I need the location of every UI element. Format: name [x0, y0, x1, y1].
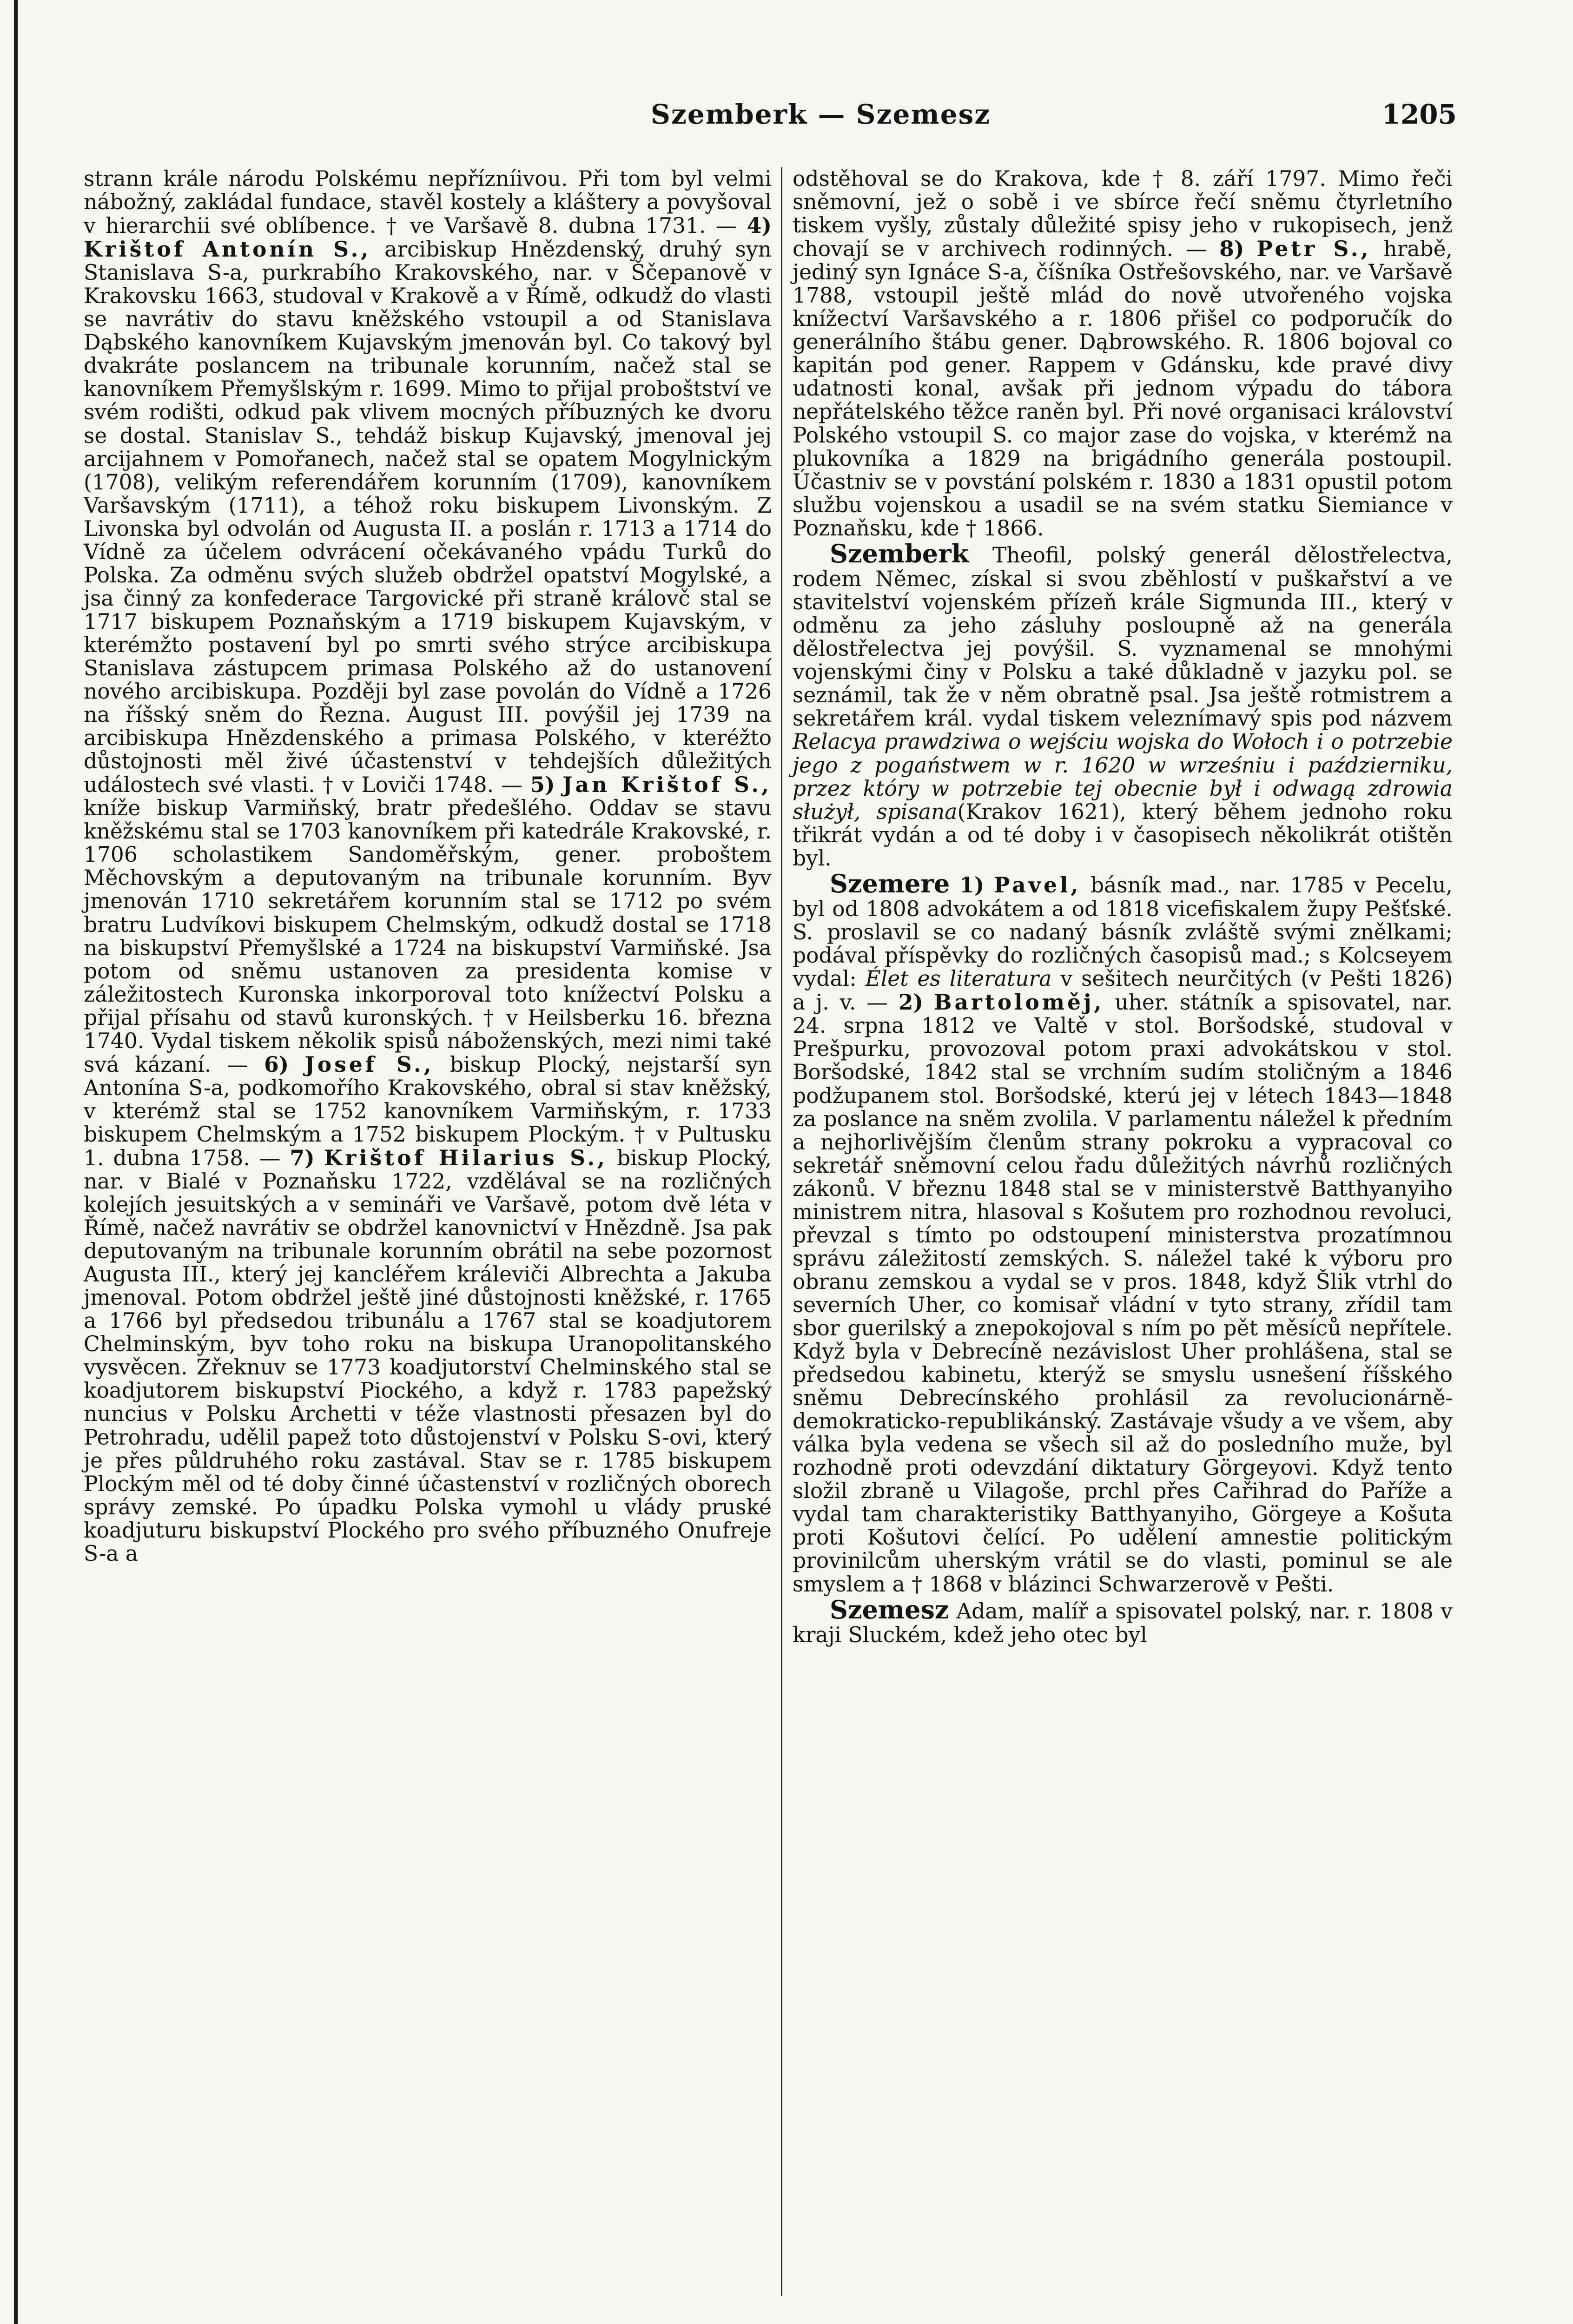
entry-number: 6) [264, 1051, 289, 1077]
text: biskup Plocký, nejstarší syn Antonína S-a, podkomořího Krakovského, obral si stav kněžský, v kterémž stal se 1752 kanovníkem Varmiňským, r. 1733 biskupem Chelmským a 1752 biskupem Plockým. † v Pultusku 1. dubna 1758. — [84, 1052, 772, 1170]
paragraph [793, 1596, 1453, 1647]
person-name: Krištof Antonín S., [84, 237, 371, 262]
text: v sešitech neurčitých (v Pešti 1826) a j. v. — [793, 966, 1453, 1015]
entry-headword: Szemberk [830, 538, 969, 568]
text: arcibiskup Hnězdenský, druhý syn Stanislava S-a, purkrabího Krakovského, nar. v Ščepanově v Krakovsku 1663, studoval v Krakově a v Římě, odkudž do vlasti se navrátiv do stavu kněžského vstoupil a od Stanislava Dąbského kanovníkem Kujavským jmenován byl. Co takový byl dvakráte poslancem na tribunale korunním, načež stal se kanovníkem Přemyšlským r. 1699. Mimo to přijal proboštství ve svém rodišti, odkud pak vlivem mocných příbuzných ke dvoru se dostal. Stanislav S., tehdáž biskup Kujavský, jmenoval jej arcijahnem v Pomořanech, načež stal se opatem Mogylnickým (1708), velikým referendářem korunním (1709), kanovníkem Varšavským (1711), a téhož roku biskupem Livonským. Z Livonska byl odvolán od Augusta II. a poslán r. 1713 a 1714 do Vídně za účelem odvrácení očekávaného vpádu Turků do Polska. Za odměnu svých služeb obdržel opatství Mogylské, a jsa činný za konfederace Targovické při straně královč stal se 1717 biskupem Poznaňským a 1719 biskupem Kujavským, v kterémžto postavení byl po smrti svého strýce arcibiskupa Stanislava zástupcem primasa Polského až do ustanovení nového arcibiskupa. Později byl zase povolán do Vídně a 1726 na říšský sněm do Řezna. August III. povýšil jej 1739 na arcibiskupa Hnězdenského a primasa Polského, v kteréžto důstojnosti měl živé účastenství v tehdejších důležitých událostech své vlasti. † v Loviči 1748. — [84, 237, 772, 798]
person-name: Pavel, [994, 872, 1081, 898]
text: kníže biskup Varmiňský, bratr předešlého. Oddav se stavu kněžskému stal se 1703 kanovníkem při katedrále Krakovské, r. 1706 scholastikem Sandoměřským, gener. proboštem Měchovským a deputovaným na tribunale korunním. Byv jmenován 1710 sekretářem korunním stal se 1712 po svém bratru Ludvíkovi biskupem Chelmským, odkudž dostal se 1718 na biskupství Přemyšlské a 1724 na biskupství Varmiňské. Jsa potom od sněmu ustanoven za presidenta komise v záležitostech Kuronska inkorporoval toto knížectví Polsku a přijal přísahu od stavů kuronských. † v Heilsberku 16. března 1740. Vydal tiskem několik spisů náboženských, mezi nimi také svá kázaní. — [84, 796, 772, 1077]
text: strann krále národu Polskému nepřízníivou. Při tom byl velmi nábožný, zakládal fundace, stavěl kostely a kláštery a povyšoval v hierarchii své oblíbence. † ve Varšavě 8. dubna 1731. — [84, 166, 772, 238]
paragraph [793, 540, 1453, 870]
text: hrabě, jediný syn Ignáce S-a, číšníka Ostřešovského, nar. ve Varšavě 1788, vstoupil ještě mlád do nově utvořeného vojska knížectví Varšavského a r. 1806 přišel co podporučík do generálního štábu gener. Dąbrowského. R. 1806 bojoval co kapitán pod gener. Rappem v Gdánsku, kde pravé divy udatnosti konal, avšak při jednom výpadu do tábora nepřátelského těžce raněn byl. Při nové organisaci království Polského vstoupil S. co major zase do vojska, v kterémž na plukovníka a 1829 na brigádního generála postoupil. Účastniv se v povstání polském r. 1830 a 1831 opustil potom službu vojenskou a usadil se na svém statku Siemiance v Poznaňsku, kde † 1866. [793, 237, 1453, 541]
entry-number: 7) [290, 1145, 315, 1170]
column-divider [781, 167, 782, 2296]
text: (Krakov 1621), který během jednoho roku třikrát vydán a od té doby i v časopisech několikrát otištěn byl. [793, 799, 1453, 871]
entry-number: 1) [959, 872, 985, 898]
person-name: Petr S., [1256, 236, 1371, 262]
text: uher. státník a spisovatel, nar. 24. srpna 1812 ve Valtě v stol. Boršodské, studoval v Prešpurku, provozoval potom praxi advokátskou v stol. Boršodské, 1842 stal se vrchním sudím stoličným a 1846 podžupanem stol. Boršodské, kterú jej v létech 1843—1848 za poslance na sněm zvolila. V parlamentu náležel k předním a nejhorlivějším členům strany pokroku a vypracoval co sekretář sněmovní celou řadu důležitých návrhů rozličných zákonů. V březnu 1848 stal se v ministerstvě Batthyanyiho ministrem nitra, hlasoval s Košutem pro rozhodnou revoluci, převzal s tímto po odstoupení ministerstva prozatímnou správu záležitostí zemských. S. náležel také k výboru pro obranu zemskou a vydal se v pros. 1848, když Šlik vtrhl do severních Uher, co komisař vládní v tyto strany, zřídil tam sbor guerilský a znepokojoval s ním po pět měsíců nepřítele. Když byla v Debrecíně nezávislost Uher prohlášena, stal se předsedou kabinetu, kterýž se smyslu usnešení říšského sněmu Debrecínského prohlásil za revolucionárně-demokraticko-republikánský. Zastávaje všudy a ve všem, aby válka byla vedena se všech sil až do posledního muže, byl rozhodně proti odevzdání diktatury Görgeyovi. Když tento složil zbraně u Vilagoše, prchl přes Cařihrad do Paříže a vydal tam charakteristiky Batthyanyiho, Görgeye a Košuta proti Košutovi čelící. Po udělení amnestie politickým provinilcům uherským vrátil se do vlasti, pominul se ale smyslem a † 1868 v blázinci Schwarzerově v Pešti. [793, 990, 1453, 1597]
text: odstěhoval se do Krakova, kde † 8. září 1797. Mimo řeči sněmovní, jež o sobě i ve sbírce řečí sněmu čtyrletního tiskem vyšly, zůstaly důležité spisy jeho v rukopisech, jenž chovají se v archivech rodinných. — [793, 166, 1453, 262]
entry-number: 4) [747, 213, 772, 238]
left-column [84, 167, 772, 1565]
entry-number: 8) [1219, 236, 1244, 262]
entry-headword: Szemere [830, 868, 950, 898]
book-title: Relacya prawdziwa o wejściu wojska do Wołoch i o potrzebie jego z pogaństwem w r. 1620 w wrześniu i październiku, przez który w potrzebie tej obecnie był i odwagą zdrowia służył, spisana [793, 729, 1453, 824]
entry-headword: Szemesz [830, 1594, 949, 1624]
person-name: Krištof Hilarius S., [324, 1145, 608, 1170]
right-column [793, 167, 1453, 1647]
running-header: Szemberk — Szemesz [651, 99, 991, 130]
paragraph [793, 167, 1453, 540]
person-name: Jan Krištof S., [562, 772, 772, 798]
entry-number: 2) [898, 990, 924, 1015]
text: Adam, malíř a spisovatel polský, nar. r. 1808 v kraji Sluckém, kdež jeho otec byl [793, 1598, 1453, 1647]
book-title: Élet es literatura [865, 966, 1052, 991]
text: Theofil, polský generál dělostřelectva, rodem Němec, získal si svou zběhlostí v puškařství a ve stavitelství vojenském přízeň krále Sigmunda III., který v odměnu za jeho zásluhy posloupně až na generála dělostřelectva jej povýšil. S. vyznamenal se mnohými vojenskými činy v Polsku a také důkladně v jazyku pol. se seznámil, tak že v něm obratně psal. Jsa ještě rotmistrem a sekretářem král. vydal tiskem veleznímavý spis pod názvem [793, 542, 1453, 731]
text: básník mad., nar. 1785 v Pecelu, byl od 1808 advokátem a od 1818 vicefiskalem župy Pešťské. S. proslavil se co nadaný básník zvláště svými znělkami; podával příspěvky do rozličných časopisů mad.; s Kolcseyem vydal: [793, 872, 1453, 991]
person-name: Bartoloměj, [934, 990, 1104, 1015]
text: biskup Plocký, nar. v Bialé v Poznaňsku 1722, vzdělával se na rozličných kolejích jesuitských a v semináři ve Varšavě, potom dvě léta v Římě, načež navrátiv se obdržel kanovnictví v Hnězdně. Jsa pak deputovaným na tribunale korunním obrátil na sebe pozornost Augusta III., který jej kancléřem králeviči Albrechta a Jakuba jmenoval. Potom obdržel ještě jiné důstojnosti kněžské, r. 1765 a 1766 byl předsedou tribunálu a 1767 stal se koadjutorem Chelminským, byv toho roku na biskupa Uranopolitanského vysvěcen. Zřeknuv se 1773 koadjutorství Chelminského stal se koadjutorem biskupství Piockého, a když r. 1783 papežský nuncius v Polsku Archetti v téže vlastnosti přesazen byl do Petrohradu, udělil papež toto důstojenství v Polsku S-ovi, který je přes půldruhého roku zastával. Stav se r. 1785 biskupem Plockým měl od té doby činné účastenství v rozličných oborech správy zemské. Po úpadku Polska vymohl u vlády pruské koadjuturu biskupství Plockého pro svého příbuzného Onufreje S-a a [84, 1145, 772, 1566]
person-name: Josef S., [304, 1051, 434, 1077]
paragraph [84, 167, 772, 1565]
page-number: 1205 [1381, 99, 1457, 130]
entry-number: 5) [530, 772, 555, 798]
paragraph [793, 870, 1453, 1596]
page-edge [14, 0, 18, 2324]
